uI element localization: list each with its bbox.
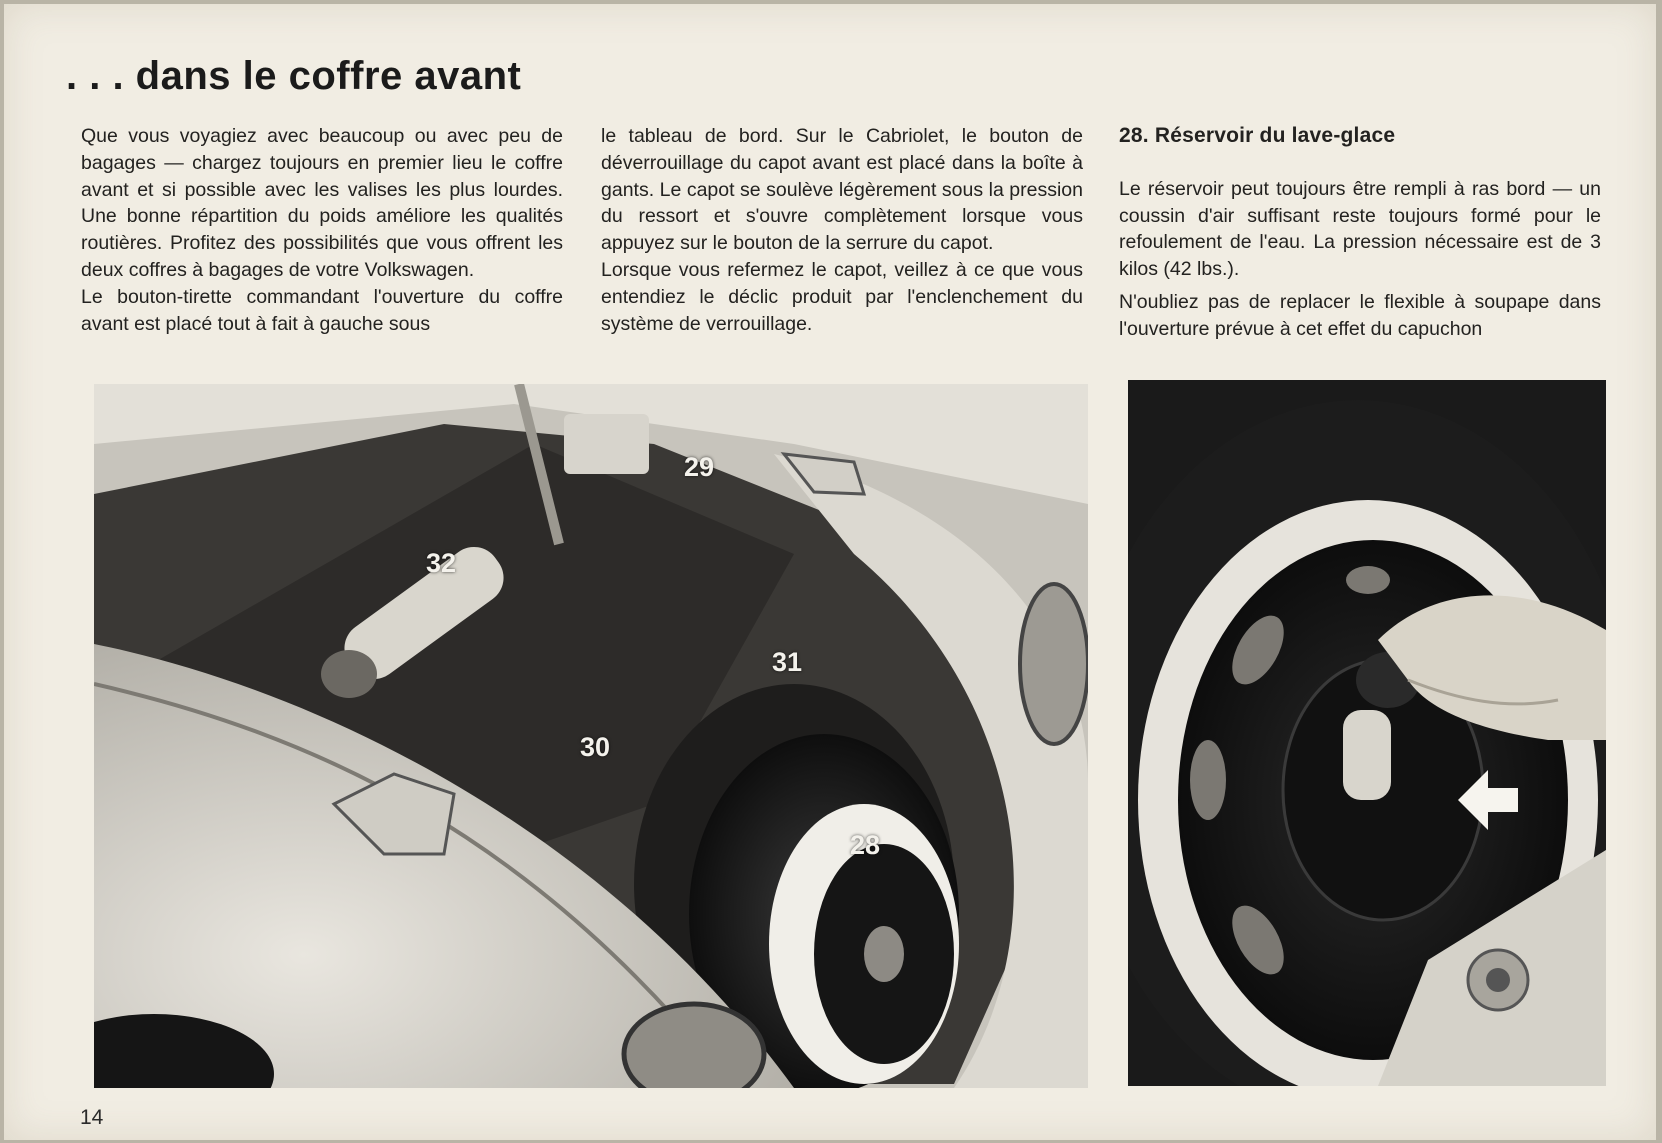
paragraph: Lorsque vous refermez le capot, veillez à ce que vous entendiez le déclic produit par l'enclenchement du système de verrouillage.: [601, 258, 1083, 335]
paragraph: Le bouton-tirette commandant l'ouverture du coffre avant est placé tout à fait à gauche sous: [81, 285, 563, 335]
page: [4, 4, 1656, 1140]
paragraph: le tableau de bord. Sur le Cabriolet, le bouton de déverrouillage du capot avant est placé dans la boîte à gants. Le capot se soulève légèrement sous la pression du ressort et s'ouvre complètement lorsque vous appuyez sur le bouton de la serrure du capot.: [601, 125, 1083, 255]
page-number: 14: [80, 1106, 104, 1129]
washer-reservoir-illustration: [1128, 380, 1606, 1086]
page-title: . . . dans le coffre avant: [66, 54, 522, 98]
front-trunk-photo: [94, 384, 1088, 1088]
text-column-2: [601, 123, 1083, 337]
callout-28: 28: [850, 830, 881, 860]
paragraph: N'oubliez pas de replacer le flexible à soupape dans l'ouverture prévue à cet effet du capuchon: [1119, 290, 1601, 340]
callout-30: 30: [580, 732, 611, 762]
callout-31: 31: [772, 647, 803, 677]
washer-reservoir-photo: [1128, 380, 1606, 1086]
callout-32: 32: [426, 548, 457, 578]
paragraph: Le réservoir peut toujours être rempli à ras bord — un coussin d'air suffisant reste toujours formé pour le refoulement de l'eau. La pression nécessaire est de 3 kilos (42 lbs.).: [1119, 177, 1601, 281]
text-column-3: [1119, 123, 1601, 343]
paragraph: Que vous voyagiez avec beaucoup ou avec peu de bagages — chargez toujours en premier lieu le coffre avant et si possible avec les valises les plus lourdes. Une bonne répartition du poids améliore les qualités routières. Profitez des possibilités que vous offrent les deux coffres à bagages de votre Volkswagen.: [81, 125, 563, 281]
callout-29: 29: [684, 452, 715, 482]
text-column-1: [81, 123, 563, 337]
section-heading: 28. Réservoir du lave-glace: [1119, 124, 1396, 147]
